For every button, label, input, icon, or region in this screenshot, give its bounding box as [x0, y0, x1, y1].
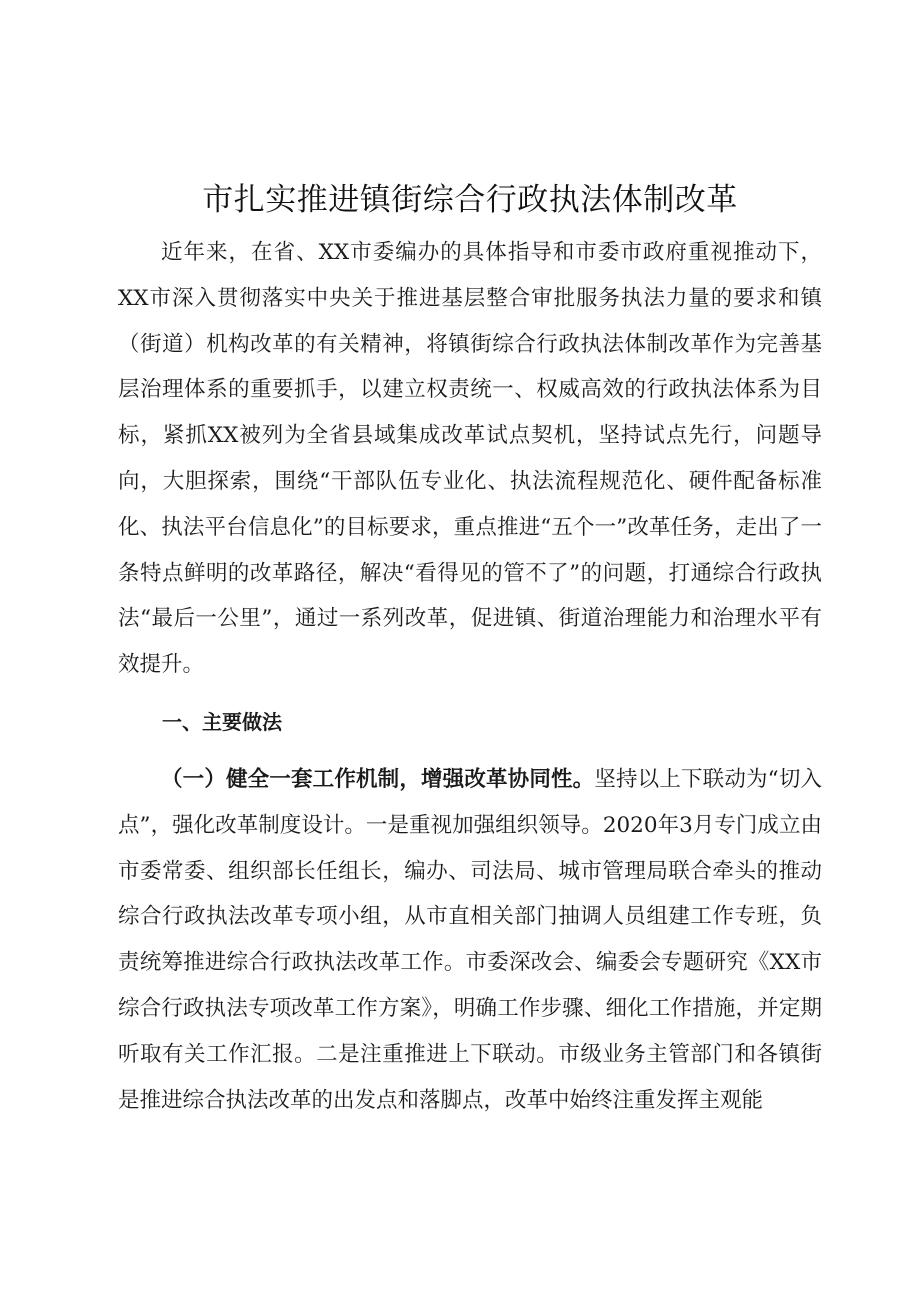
- section-heading: 一、主要做法: [162, 709, 282, 734]
- document-page: [118, 180, 822, 1123]
- subsection-heading: （一）健全一套工作机制，增强改革协同性。: [161, 766, 595, 792]
- document-title: 市扎实推进镇街综合行政执法体制改革: [202, 182, 738, 218]
- intro-paragraph: 近年来，在省、XX市委编办的具体指导和市委市政府重视推动下，XX市深入贯彻落实中央关于推进基层整合审批服务执法力量的要求和镇（街道）机构改革的有关精神，将镇街综合行政执法体制改革作为完善基层治理体系的重要抓手，以建立权责统一、权威高效的行政执法体系为目标，紧抓XX被列为全省县域集成改革试点契机，坚持试点先行，问题导向，大胆探索，围绕“干部队伍专业化、执法流程规范化、硬件配备标准化、执法平台信息化”的目标要求，重点推进“五个一”改革任务，走出了一条特点鲜明的改革路径，解决“看得见的管不了”的问题，打通综合行政执法“最后一公里”，通过一系列改革，促进镇、街道治理能力和治理水平有效提升。: [118, 240, 822, 678]
- subsection-body: 坚持以上下联动为“切入点”，强化改革制度设计。一是重视加强组织领导。2020年3月专门成立由市委常委、组织部长任组长，编办、司法局、城市管理局联合牵头的推动综合行政执法改革专项小组，从市直相关部门抽调人员组建工作专班，负责统筹推进综合行政执法改革工作。市委深改会、编委会专题研究《XX市综合行政执法专项改革工作方案》，明确工作步骤、细化工作措施，并定期听取有关工作汇报。二是注重推进上下联动。市级业务主管部门和各镇街是推进综合执法改革的出发点和落脚点，改革中始终注重发挥主观能: [118, 766, 822, 1113]
- subsection-paragraph: [118, 757, 822, 1123]
